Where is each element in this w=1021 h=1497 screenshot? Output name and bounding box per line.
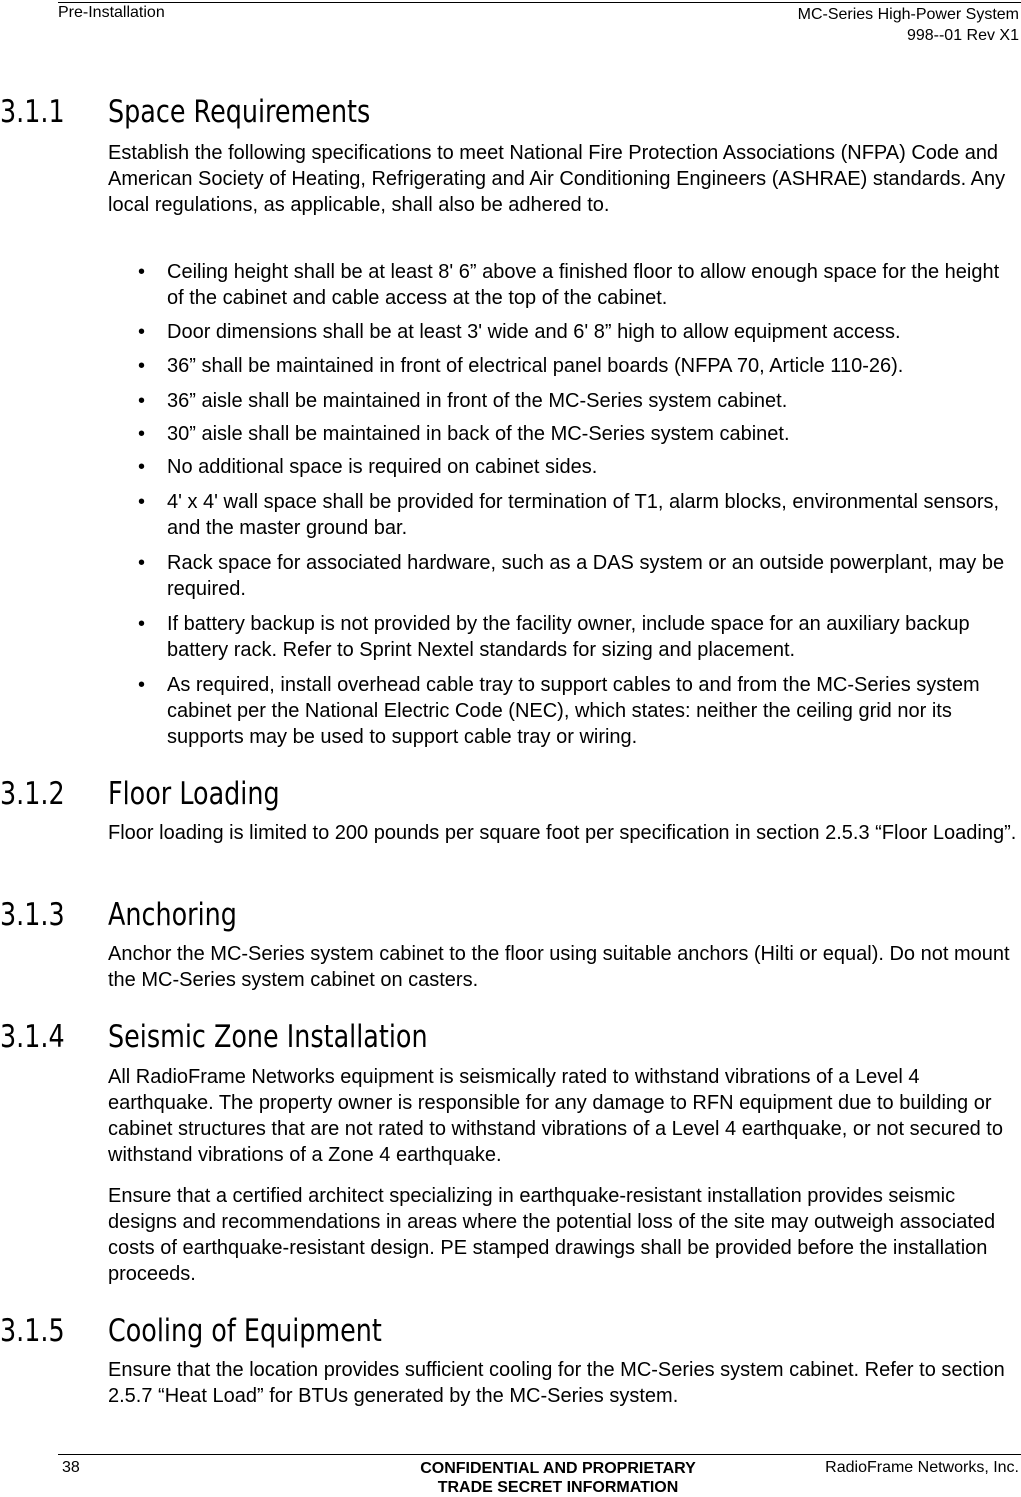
- section-paragraph: All RadioFrame Networks equipment is seismically rated to withstand vibrations of a Level 4 earthquake. The property owner is responsible for any damage to RFN equipment due to building or cabinet structures that are not rated to withstand vibrations of a Level 4 earthquake, or not secured to withstand vibrations of a Zone 4 earthquake.: [108, 1066, 1003, 1166]
- section-intro: Establish the following specifications to meet National Fire Protection Associations (NFPA) Code and American Society of Heating, Refrigerating and Air Conditioning Engineers (ASHRAE) standards. Any local regulations, as applicable, shall also be adhered to.: [108, 142, 1006, 216]
- header-doc-revision: 998--01 Rev X1: [906, 27, 1019, 44]
- bullet-icon: •: [138, 321, 146, 343]
- confidentiality-line-1: CONFIDENTIAL AND PROPRIETARY: [420, 1460, 696, 1477]
- section-number: 3.1.1: [0, 94, 65, 130]
- section-title: Cooling of Equipment: [108, 1313, 382, 1349]
- company-name: RadioFrame Networks, Inc.: [825, 1459, 1019, 1476]
- list-item: • 30” aisle shall be maintained in back of the MC-Series system cabinet.: [138, 423, 790, 445]
- bullet-icon: •: [138, 613, 146, 635]
- header-doc-title: MC-Series High-Power System: [797, 6, 1019, 23]
- list-item: • 36” aisle shall be maintained in front of the MC-Series system cabinet.: [138, 390, 788, 412]
- list-item: • As required, install overhead cable tray to support cables to and from the MC-Series system cabinet per the National Electric Code (NEC), which states: neither the ceiling grid nor its supports may be used to support cable tray or wiring.: [138, 674, 980, 748]
- bullet-icon: •: [138, 552, 146, 574]
- bullet-icon: •: [138, 355, 146, 377]
- section-title: Anchoring: [108, 897, 237, 933]
- list-item: • 4' x 4' wall space shall be provided for termination of T1, alarm blocks, environmental sensors, and the master ground bar.: [138, 491, 1000, 539]
- section-number: 3.1.4: [0, 1019, 65, 1055]
- list-item: • No additional space is required on cabinet sides.: [138, 456, 598, 478]
- page-number: 38: [62, 1459, 80, 1476]
- bullet-icon: •: [138, 261, 146, 283]
- section-paragraph: Floor loading is limited to 200 pounds per square foot per specification in section 2.5.3 “Floor Loading”.: [108, 822, 1017, 844]
- list-item: • Door dimensions shall be at least 3' wide and 6' 8” high to allow equipment access.: [138, 321, 901, 343]
- bullet-icon: •: [138, 456, 146, 478]
- confidentiality-line-2: TRADE SECRET INFORMATION: [437, 1479, 679, 1496]
- section-number: 3.1.3: [0, 897, 65, 933]
- section-title: Seismic Zone Installation: [108, 1019, 428, 1055]
- confidentiality-notice: [378, 1459, 738, 1497]
- section-title: Space Requirements: [108, 94, 371, 130]
- bullet-icon: •: [138, 390, 146, 412]
- footer-rule: [58, 1454, 1021, 1455]
- header-rule: [58, 2, 1021, 3]
- section-title: Floor Loading: [108, 776, 280, 812]
- list-item: • 36” shall be maintained in front of electrical panel boards (NFPA 70, Article 110-26).: [138, 355, 904, 377]
- header-chapter: Pre-Installation: [58, 4, 165, 21]
- list-item: • If battery backup is not provided by the facility owner, include space for an auxiliary backup battery rack. Refer to Sprint Nextel standards for sizing and placement.: [138, 613, 970, 661]
- bullet-icon: •: [138, 674, 146, 696]
- section-paragraph: Ensure that a certified architect specializing in earthquake-resistant installation provides seismic designs and recommendations in areas where the potential loss of the site may outweigh associated costs of earthquake-resistant design. PE stamped drawings shall be provided before the installation proceeds.: [108, 1185, 996, 1285]
- bullet-icon: •: [138, 491, 146, 513]
- bullet-icon: •: [138, 423, 146, 445]
- list-item: • Rack space for associated hardware, such as a DAS system or an outside powerplant, may be required.: [138, 552, 1005, 600]
- section-number: 3.1.5: [0, 1313, 65, 1349]
- section-number: 3.1.2: [0, 776, 65, 812]
- section-paragraph: Anchor the MC-Series system cabinet to the floor using suitable anchors (Hilti or equal). Do not mount the MC-Series system cabinet on casters.: [108, 943, 1010, 991]
- list-item: • Ceiling height shall be at least 8' 6” above a finished floor to allow enough space for the height of the cabinet and cable access at the top of the cabinet.: [138, 261, 1000, 309]
- header-doc-info: [798, 4, 1019, 46]
- section-paragraph: Ensure that the location provides sufficient cooling for the MC-Series system cabinet. Refer to section 2.5.7 “Heat Load” for BTUs generated by the MC-Series system.: [108, 1359, 1005, 1407]
